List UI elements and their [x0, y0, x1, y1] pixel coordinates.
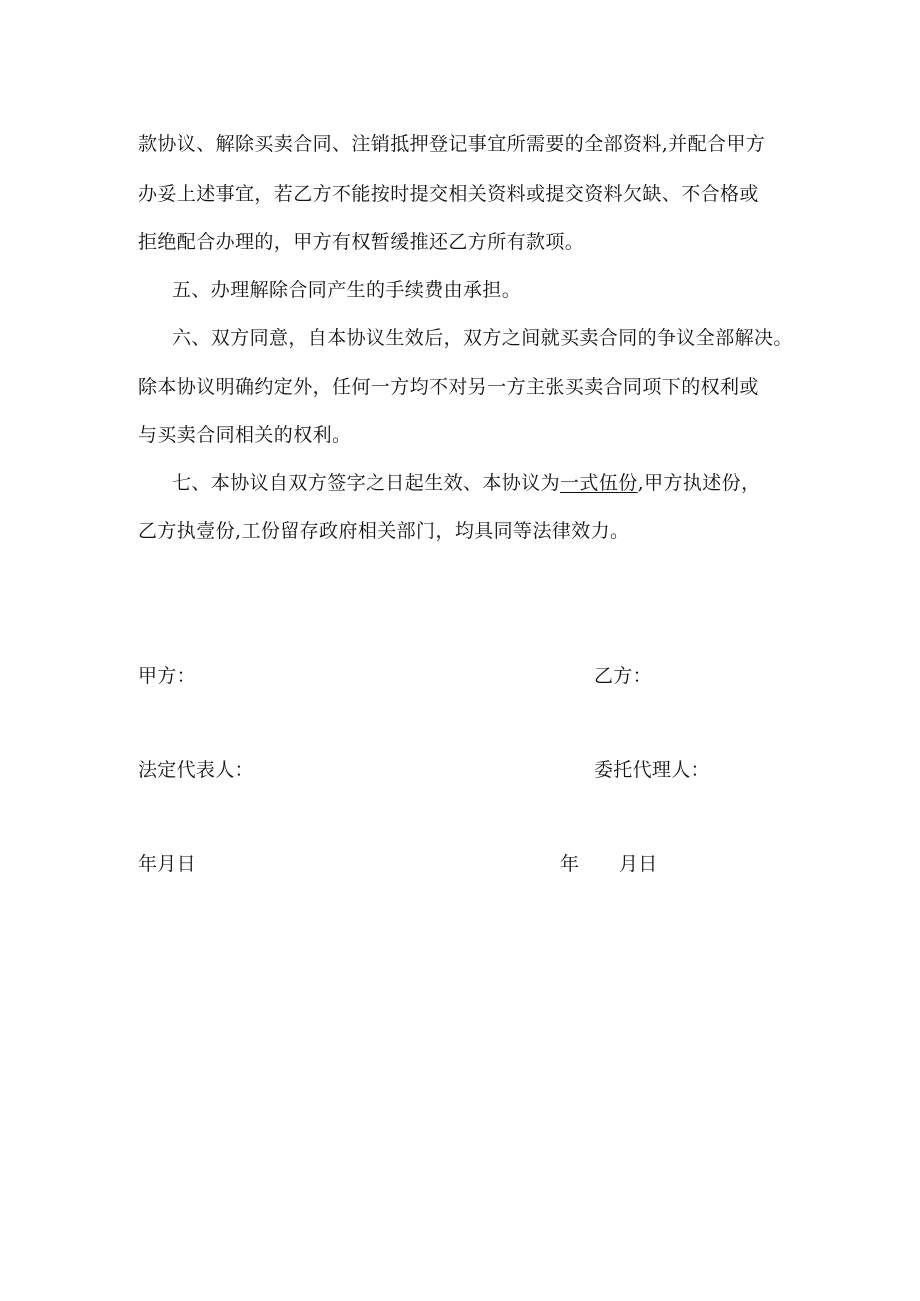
authorized-agent-label: 委托代理人： [594, 759, 710, 781]
paragraph-4-line-2: 办妥上述事宜，若乙方不能按时提交相关资料或提交资料欠缺、不合格或 [138, 183, 759, 205]
date-party-b-year: 年 [560, 853, 580, 875]
paragraph-6-line-3: 与买卖合同相关的权利。 [138, 424, 352, 446]
paragraph-5-line-1: 五、办理解除合同产生的手续费由承担。 [172, 279, 522, 301]
paragraph-4-line-3: 拒绝配合办理的，甲方有权暂缓推还乙方所有款项。 [138, 231, 585, 253]
party-b-label: 乙方： [594, 665, 652, 687]
paragraph-7-line-1 [172, 471, 760, 495]
paragraph-6-line-2: 除本协议明确约定外，任何一方均不对另一方主张买卖合同项下的权利或 [138, 376, 759, 398]
paragraph-6-line-1: 六、双方同意，自本协议生效后，双方之间就买卖合同的争议全部解决。 [172, 327, 793, 349]
paragraph-7-text-b: ,甲方执述份， [637, 472, 761, 494]
copies-count-underlined: 一式伍份 [560, 472, 638, 494]
legal-representative-label: 法定代表人： [138, 759, 254, 781]
paragraph-7-text-a: 七、本协议自双方签字之日起生效、本协议为 [172, 472, 561, 494]
paragraph-7-line-2: 乙方执壹份,工份留存政府相关部门，均具同等法律效力。 [138, 520, 630, 542]
party-a-label: 甲方： [138, 665, 196, 687]
date-party-a: 年月日 [138, 853, 196, 875]
date-party-b-month-day: 月日 [619, 853, 658, 875]
paragraph-4-line-1: 款协议、解除买卖合同、注销抵押登记事宜所需要的全部资料,并配合甲方 [138, 133, 766, 155]
